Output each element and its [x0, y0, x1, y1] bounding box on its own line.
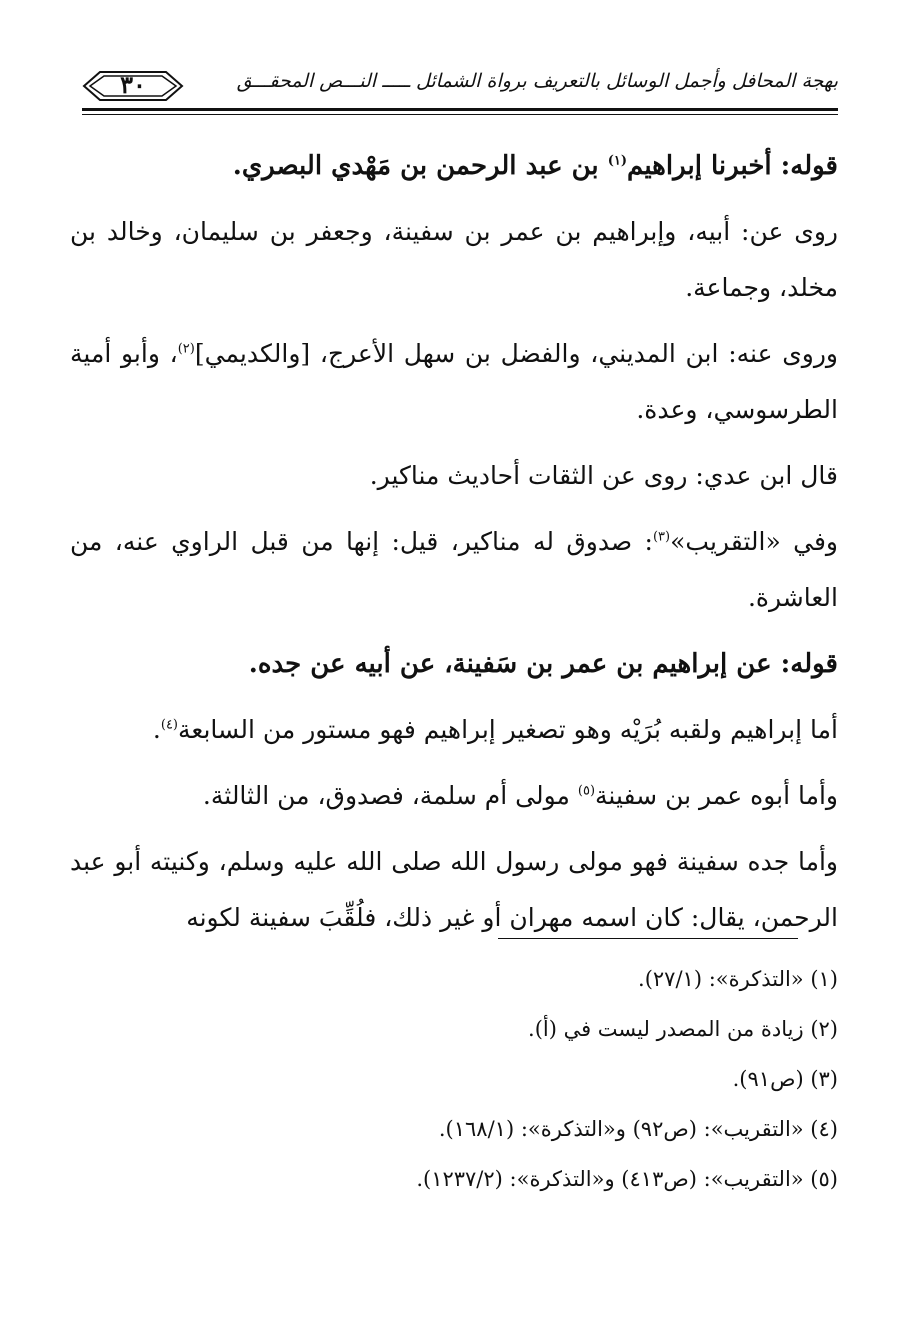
footnote-separator [498, 938, 798, 939]
footnote-5: (٥) «التقريب»: (ص٤١٣) و«التذكرة»: (١٢٣٧/٢). [416, 1167, 838, 1191]
main-text [70, 138, 838, 956]
header-rule-thin [82, 114, 838, 115]
text: قوله: أخبرنا إبراهيم [627, 151, 838, 181]
footnote-4: (٤) «التقريب»: (ص٩٢) و«التذكرة»: (١٦٨/١). [438, 1117, 838, 1141]
footnote-ref[interactable]: (٥) [577, 783, 596, 799]
text: مولى أم سلمة، فصدوق، من الثالثة. [202, 781, 578, 810]
text: وأما أبوه عمر بن سفينة [595, 781, 838, 810]
text: بن عبد الرحمن بن مَهْدي البصري. [232, 151, 608, 181]
footnote-2: (٢) زيادة من المصدر ليست في (أ). [528, 1017, 838, 1041]
footnote-ref[interactable]: (١) [607, 153, 628, 169]
paragraph-4: قال ابن عدي: روى عن الثقات أحاديث مناكير. [369, 461, 838, 490]
paragraph-5 [70, 514, 838, 626]
text: : صدوق له مناكير، قيل: إنها من قبل الراوي عنه، من العاشرة. [70, 527, 838, 612]
footnote-ref[interactable]: (٤) [160, 717, 178, 733]
text: أما إبراهيم ولقبه بُرَيْه وهو تصغير إبراهيم فهو مستور من السابعة [178, 715, 838, 744]
paragraph-2: روى عن: أبيه، وإبراهيم بن عمر بن سفينة، وجعفر بن سليمان، وخالد بن مخلد، وجماعة. [70, 217, 838, 302]
paragraph-7 [70, 702, 838, 758]
footnote-3: (٣) (ص٩١). [732, 1067, 838, 1091]
text: ، وأبو أمية الطرسوسي، وعدة. [70, 339, 838, 424]
page-number-badge [78, 66, 188, 106]
paragraph-3 [70, 326, 838, 438]
paragraph-8 [70, 768, 838, 824]
footnotes [70, 954, 838, 1204]
heading-paragraph-6: قوله: عن إبراهيم بن عمر بن سَفينة، عن أبيه عن جده. [248, 649, 838, 679]
running-header [78, 62, 838, 122]
footnote-ref[interactable]: (٣) [652, 529, 671, 545]
footnote-ref[interactable]: (٢) [177, 341, 195, 357]
footnote-1: (١) «التذكرة»: (٢٧/١). [638, 967, 838, 991]
page-number: ٣٠ [120, 70, 146, 99]
header-rule [82, 108, 838, 111]
text: وروى عنه: ابن المديني، والفضل بن سهل الأعرج، [والكديمي] [194, 339, 839, 368]
text: . [152, 715, 161, 744]
heading-paragraph-1 [70, 138, 838, 194]
text: وفي «التقريب» [670, 527, 838, 556]
header-title: بهجة المحافل وأجمل الوسائل بالتعريف برواة الشمائل ـــــ النـــص المحقـــق [236, 70, 838, 92]
paragraph-9: وأما جده سفينة فهو مولى رسول الله صلى الله عليه وسلم، وكنيته أبو عبد الرحمن، يقال: كان اسمه مهران أو غير ذلك، فلُقِّبَ سفينة لكونه [70, 847, 838, 932]
